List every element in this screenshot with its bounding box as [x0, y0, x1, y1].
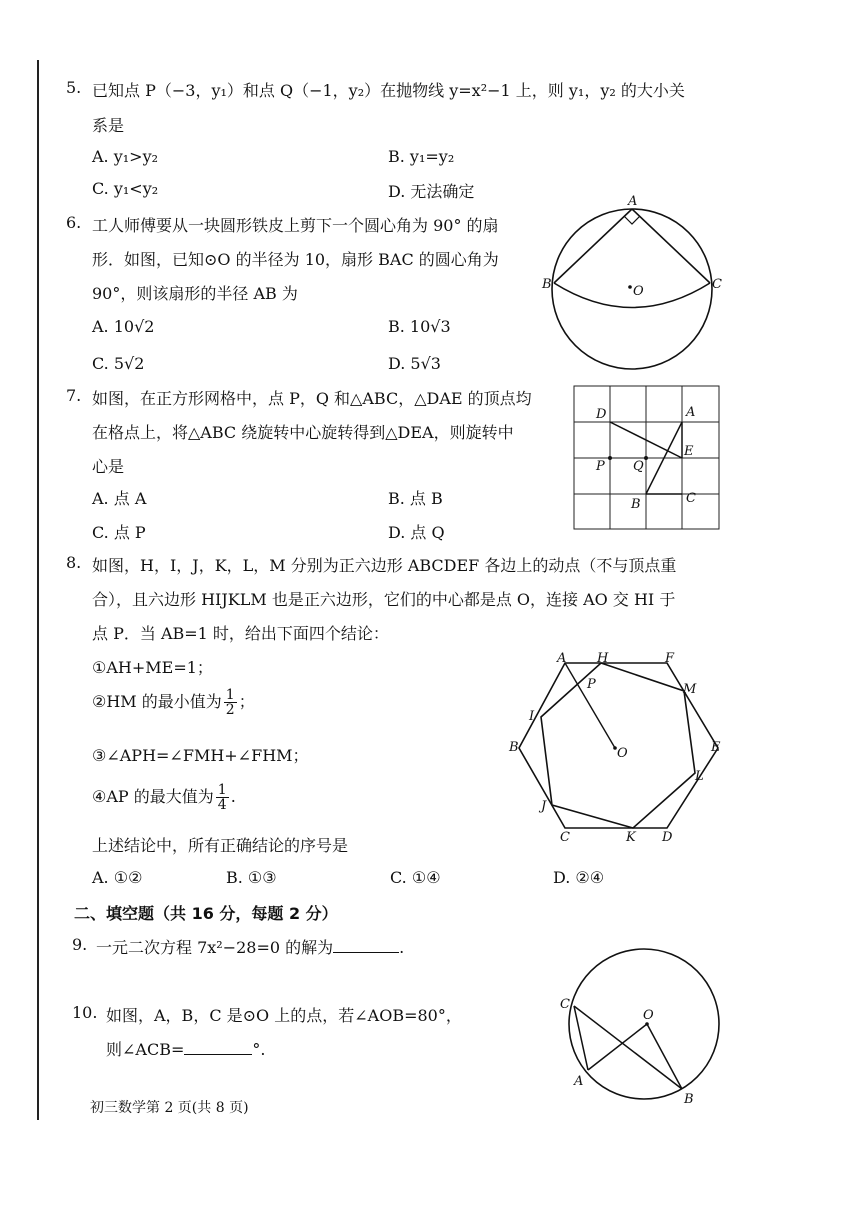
q8-option-a: A. ①②: [92, 868, 143, 887]
q8-label-p: P: [587, 677, 596, 692]
q8-conclusion-4-text: ④AP 的最大值为: [92, 787, 214, 806]
q8-conclusion-4: [92, 783, 236, 812]
q7-point-q: [644, 456, 648, 460]
q10-label-o: O: [643, 1008, 654, 1023]
q7-stem-line3: 心是: [92, 457, 125, 476]
q10-number: 10.: [72, 1003, 98, 1022]
q9-stem-end: .: [399, 938, 405, 957]
q8-label-j: J: [541, 799, 547, 814]
q8-stem-line1: 如图，H，I，J，K，L，M 分别为正六边形 ABCDEF 各边上的动点（不与顶点重: [92, 556, 677, 575]
q7-option-c: C. 点 P: [92, 523, 146, 542]
q8-conclusion-2: [92, 688, 255, 717]
q7-stem-line1: 如图，在正方形网格中，点 P，Q 和△ABC，△DAE 的顶点均: [92, 389, 532, 408]
q9-stem: [96, 935, 404, 958]
q8-stem-line2: 合），且六边形 HIJKLM 也是正六边形，它们的中心都是点 O，连接 AO 交 HI 于: [92, 590, 676, 609]
q8-option-d: D. ②④: [553, 868, 605, 887]
section-title-fill-in: 二、填空题（共 16 分，每题 2 分）: [74, 904, 338, 923]
q5-option-d: D. 无法确定: [388, 182, 475, 201]
q6-segment-ab: [554, 209, 632, 283]
q7-figure: [570, 382, 725, 532]
page-footer: 初三数学第 2 页(共 8 页): [90, 1100, 249, 1116]
q7-number: 7.: [66, 386, 82, 405]
q7-option-a: A. 点 A: [92, 489, 147, 508]
q10-stem-line2: [106, 1037, 265, 1060]
q8-label-b: B: [509, 740, 519, 755]
q10-segment-ob: [647, 1024, 682, 1089]
q8-conclusion-2-text: ②HM 的最小值为: [92, 692, 222, 711]
q7-label-d: D: [596, 407, 607, 422]
q6-segment-ac: [632, 209, 710, 283]
q6-label-a: A: [628, 194, 638, 209]
q6-number: 6.: [66, 213, 82, 232]
q7-label-c: C: [686, 491, 696, 506]
q8-label-a: A: [557, 651, 567, 666]
q8-fraction-half-num: 1: [225, 687, 235, 703]
q8-fraction-half: [224, 688, 237, 717]
q8-conclusion-2-end: ；: [238, 692, 255, 711]
q6-right-angle-mark: [624, 216, 640, 224]
q8-conclusion-4-end: .: [230, 787, 236, 806]
q8-label-h: H: [597, 651, 609, 666]
q6-stem-line3: 90°，则该扇形的半径 AB 为: [92, 284, 298, 303]
q10-stem-line2-text: 则∠ACB=: [106, 1040, 185, 1059]
q8-label-m: M: [683, 682, 697, 697]
q10-segment-ao: [588, 1024, 647, 1070]
q8-fraction-quarter-num: 1: [217, 782, 227, 798]
q6-option-b: B. 10√3: [388, 317, 451, 336]
q5-option-a: A. y₁>y₂: [92, 147, 159, 166]
q7-label-p: P: [596, 459, 605, 474]
q8-figure: [505, 645, 730, 845]
q7-label-a: A: [686, 405, 696, 420]
q10-stem-line1: 如图，A，B，C 是⊙O 上的点，若∠AOB=80°，: [106, 1006, 462, 1025]
q8-label-o: O: [617, 746, 628, 761]
q8-fraction-half-den: 2: [225, 702, 235, 718]
q10-label-c: C: [560, 997, 570, 1012]
q6-option-a: A. 10√2: [92, 317, 155, 336]
q8-label-i: I: [529, 709, 535, 724]
q10-label-a: A: [574, 1074, 584, 1089]
q9-stem-text: 一元二次方程 7x²−28=0 的解为: [96, 938, 334, 957]
q8-fraction-quarter-den: 4: [217, 797, 227, 813]
q8-option-c: C. ①④: [390, 868, 441, 887]
q8-conclusion-1: ①AH+ME=1；: [92, 658, 213, 677]
q9-answer-blank[interactable]: [333, 938, 399, 953]
q8-label-d: D: [662, 830, 673, 845]
q8-label-l: L: [695, 769, 704, 784]
q7-label-e: E: [684, 444, 694, 459]
q5-option-c: C. y₁<y₂: [92, 179, 159, 198]
q5-option-b: B. y₁=y₂: [388, 147, 455, 166]
q5-stem-line2: 系是: [92, 116, 125, 135]
q10-answer-blank[interactable]: [184, 1040, 252, 1055]
q8-label-e: E: [711, 740, 721, 755]
q6-label-c: C: [712, 277, 722, 292]
q6-option-c: C. 5√2: [92, 354, 145, 373]
q7-stem-line2: 在格点上，将△ABC 绕旋转中心旋转得到△DEA，则旋转中: [92, 423, 514, 442]
q9-number: 9.: [72, 935, 88, 954]
q8-segment-ao: [565, 663, 615, 748]
q6-stem-line1: 工人师傅要从一块圆形铁皮上剪下一个圆心角为 90° 的扇: [92, 216, 499, 235]
q7-option-b: B. 点 B: [388, 489, 443, 508]
q7-label-q: Q: [633, 459, 644, 474]
q6-stem-line2: 形．如图，已知⊙O 的半径为 10，扇形 BAC 的圆心角为: [92, 250, 499, 269]
q8-option-b: B. ①③: [226, 868, 277, 887]
q8-label-k: K: [626, 830, 636, 845]
q5-stem-line1: 已知点 P（−3，y₁）和点 Q（−1，y₂）在抛物线 y=x²−1 上，则 y₁，y₂ 的大小关: [92, 81, 685, 100]
q6-circle: [552, 209, 712, 369]
q10-figure: [552, 946, 732, 1111]
q5-number: 5.: [66, 78, 82, 97]
q8-conclusion-3: ③∠APH=∠FMH+∠FHM；: [92, 746, 309, 765]
q10-circle: [569, 949, 719, 1099]
q6-sector-arc: [554, 283, 710, 308]
q6-label-b: B: [542, 277, 552, 292]
q8-label-c: C: [560, 830, 570, 845]
q6-option-d: D. 5√3: [388, 354, 441, 373]
q6-center-dot: [628, 285, 632, 289]
q6-label-o: O: [633, 284, 644, 299]
q7-option-d: D. 点 Q: [388, 523, 445, 542]
q7-label-b: B: [631, 497, 641, 512]
q10-stem-line2-end: °.: [252, 1040, 266, 1059]
q8-stem-line3: 点 P．当 AB=1 时，给出下面四个结论：: [92, 624, 389, 643]
q8-label-f: F: [665, 651, 675, 666]
q8-conclusion-prompt: 上述结论中，所有正确结论的序号是: [92, 836, 349, 855]
q8-number: 8.: [66, 553, 82, 572]
q8-fraction-quarter: [216, 783, 229, 812]
q7-point-p: [608, 456, 612, 460]
binding-margin-line: [37, 60, 39, 1120]
q10-label-b: B: [684, 1092, 694, 1107]
q6-figure: [540, 192, 730, 372]
